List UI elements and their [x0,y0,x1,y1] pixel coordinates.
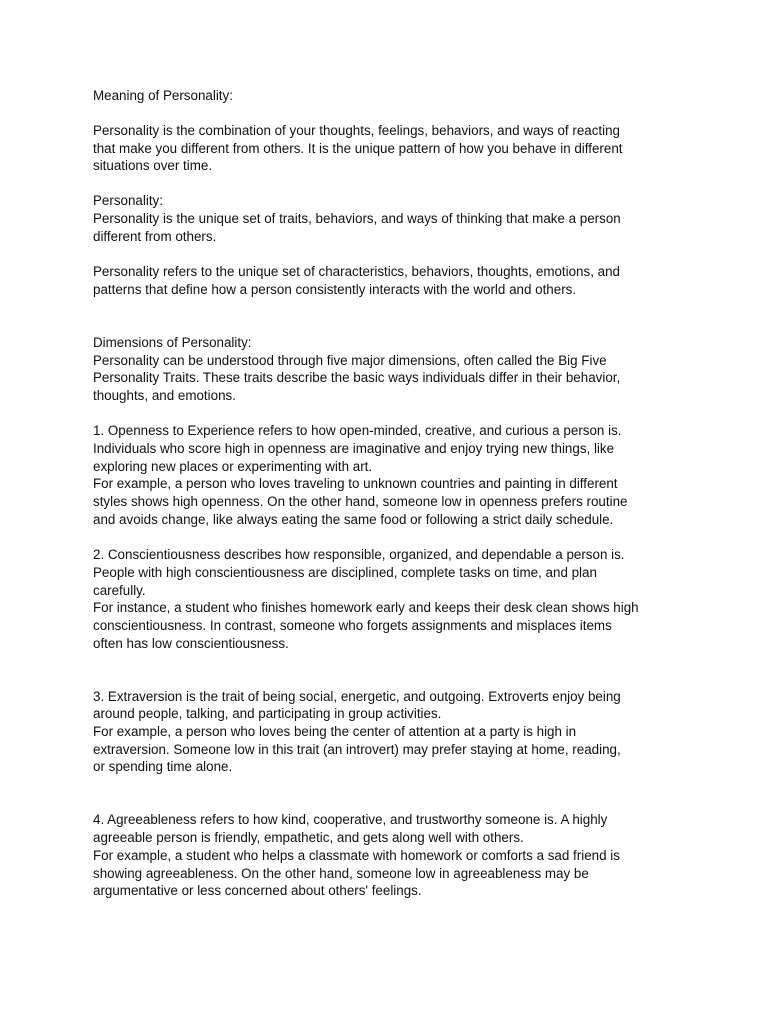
text-line: carefully. [93,582,146,598]
text-line: styles shows high openness. On the other hand, someone low in openness prefers routine [93,494,628,509]
text-line: Personality is the unique set of traits, behaviors, and ways of thinking that make a person [93,211,621,226]
text-line: For example, a student who helps a classmate with homework or comforts a sad friend is [93,847,620,863]
text-line: thoughts, and emotions. [93,388,236,403]
text-line: Personality refers to the unique set of characteristics, behaviors, thoughts, emotions, and [93,264,620,279]
text-line: People with high conscientiousness are disciplined, complete tasks on time, and plan [93,565,597,580]
text-line: 2. Conscientiousness describes how responsible, organized, and dependable a person is. [93,547,625,562]
text-line: For example, a person who loves traveling to unknown countries and painting in different [93,476,618,491]
text-line: argumentative or less concerned about others' feelings. [93,883,422,898]
text-line: around people, talking, and participating in group activities. [93,706,442,721]
text-line: that make you different from others. It is the unique pattern of how you behave in different [93,140,623,156]
text-line: 3. Extraversion is the trait of being social, energetic, and outgoing. Extroverts enjoy being [93,688,621,704]
text-line: conscientiousness. In contrast, someone who forgets assignments and misplaces items [93,618,612,633]
heading-personality: Personality: [93,193,163,208]
text-line: Personality Traits. These traits describe the basic ways individuals differ in their behavior, [93,370,621,385]
text-line: Personality can be understood through five major dimensions, often called the Big Five [93,352,607,368]
text-line: extraversion. Someone low in this trait (an introvert) may prefer staying at home, reading, [93,741,621,757]
text-line: different from others. [93,228,217,244]
text-line: exploring new places or experimenting with art. [93,458,373,474]
heading-meaning-of-personality: Meaning of Personality: [93,88,233,103]
text-line: 1. Openness to Experience refers to how open-minded, creative, and curious a person is. [93,423,622,438]
text-line: For instance, a student who finishes homework early and keeps their desk clean shows high [93,600,639,615]
text-line: agreeable person is friendly, empathetic, and gets along well with others. [93,830,524,845]
text-line: Individuals who score high in openness are imaginative and enjoy trying new things, like [93,441,615,456]
text-line: situations over time. [93,158,213,173]
text-line: or spending time alone. [93,759,233,774]
heading-dimensions-of-personality: Dimensions of Personality: [93,334,252,350]
text-line: patterns that define how a person consistently interacts with the world and others. [93,282,577,297]
text-line: and avoids change, like always eating the same food or following a strict daily schedule. [93,511,614,527]
text-line: Personality is the combination of your thoughts, feelings, behaviors, and ways of reacting [93,123,620,138]
text-line: showing agreeableness. On the other hand, someone low in agreeableness may be [93,865,589,881]
text-line: For example, a person who loves being the center of attention at a party is high in [93,724,577,739]
text-line: 4. Agreeableness refers to how kind, cooperative, and trustworthy someone is. A highly [93,812,608,827]
text-line: often has low conscientiousness. [93,635,289,651]
